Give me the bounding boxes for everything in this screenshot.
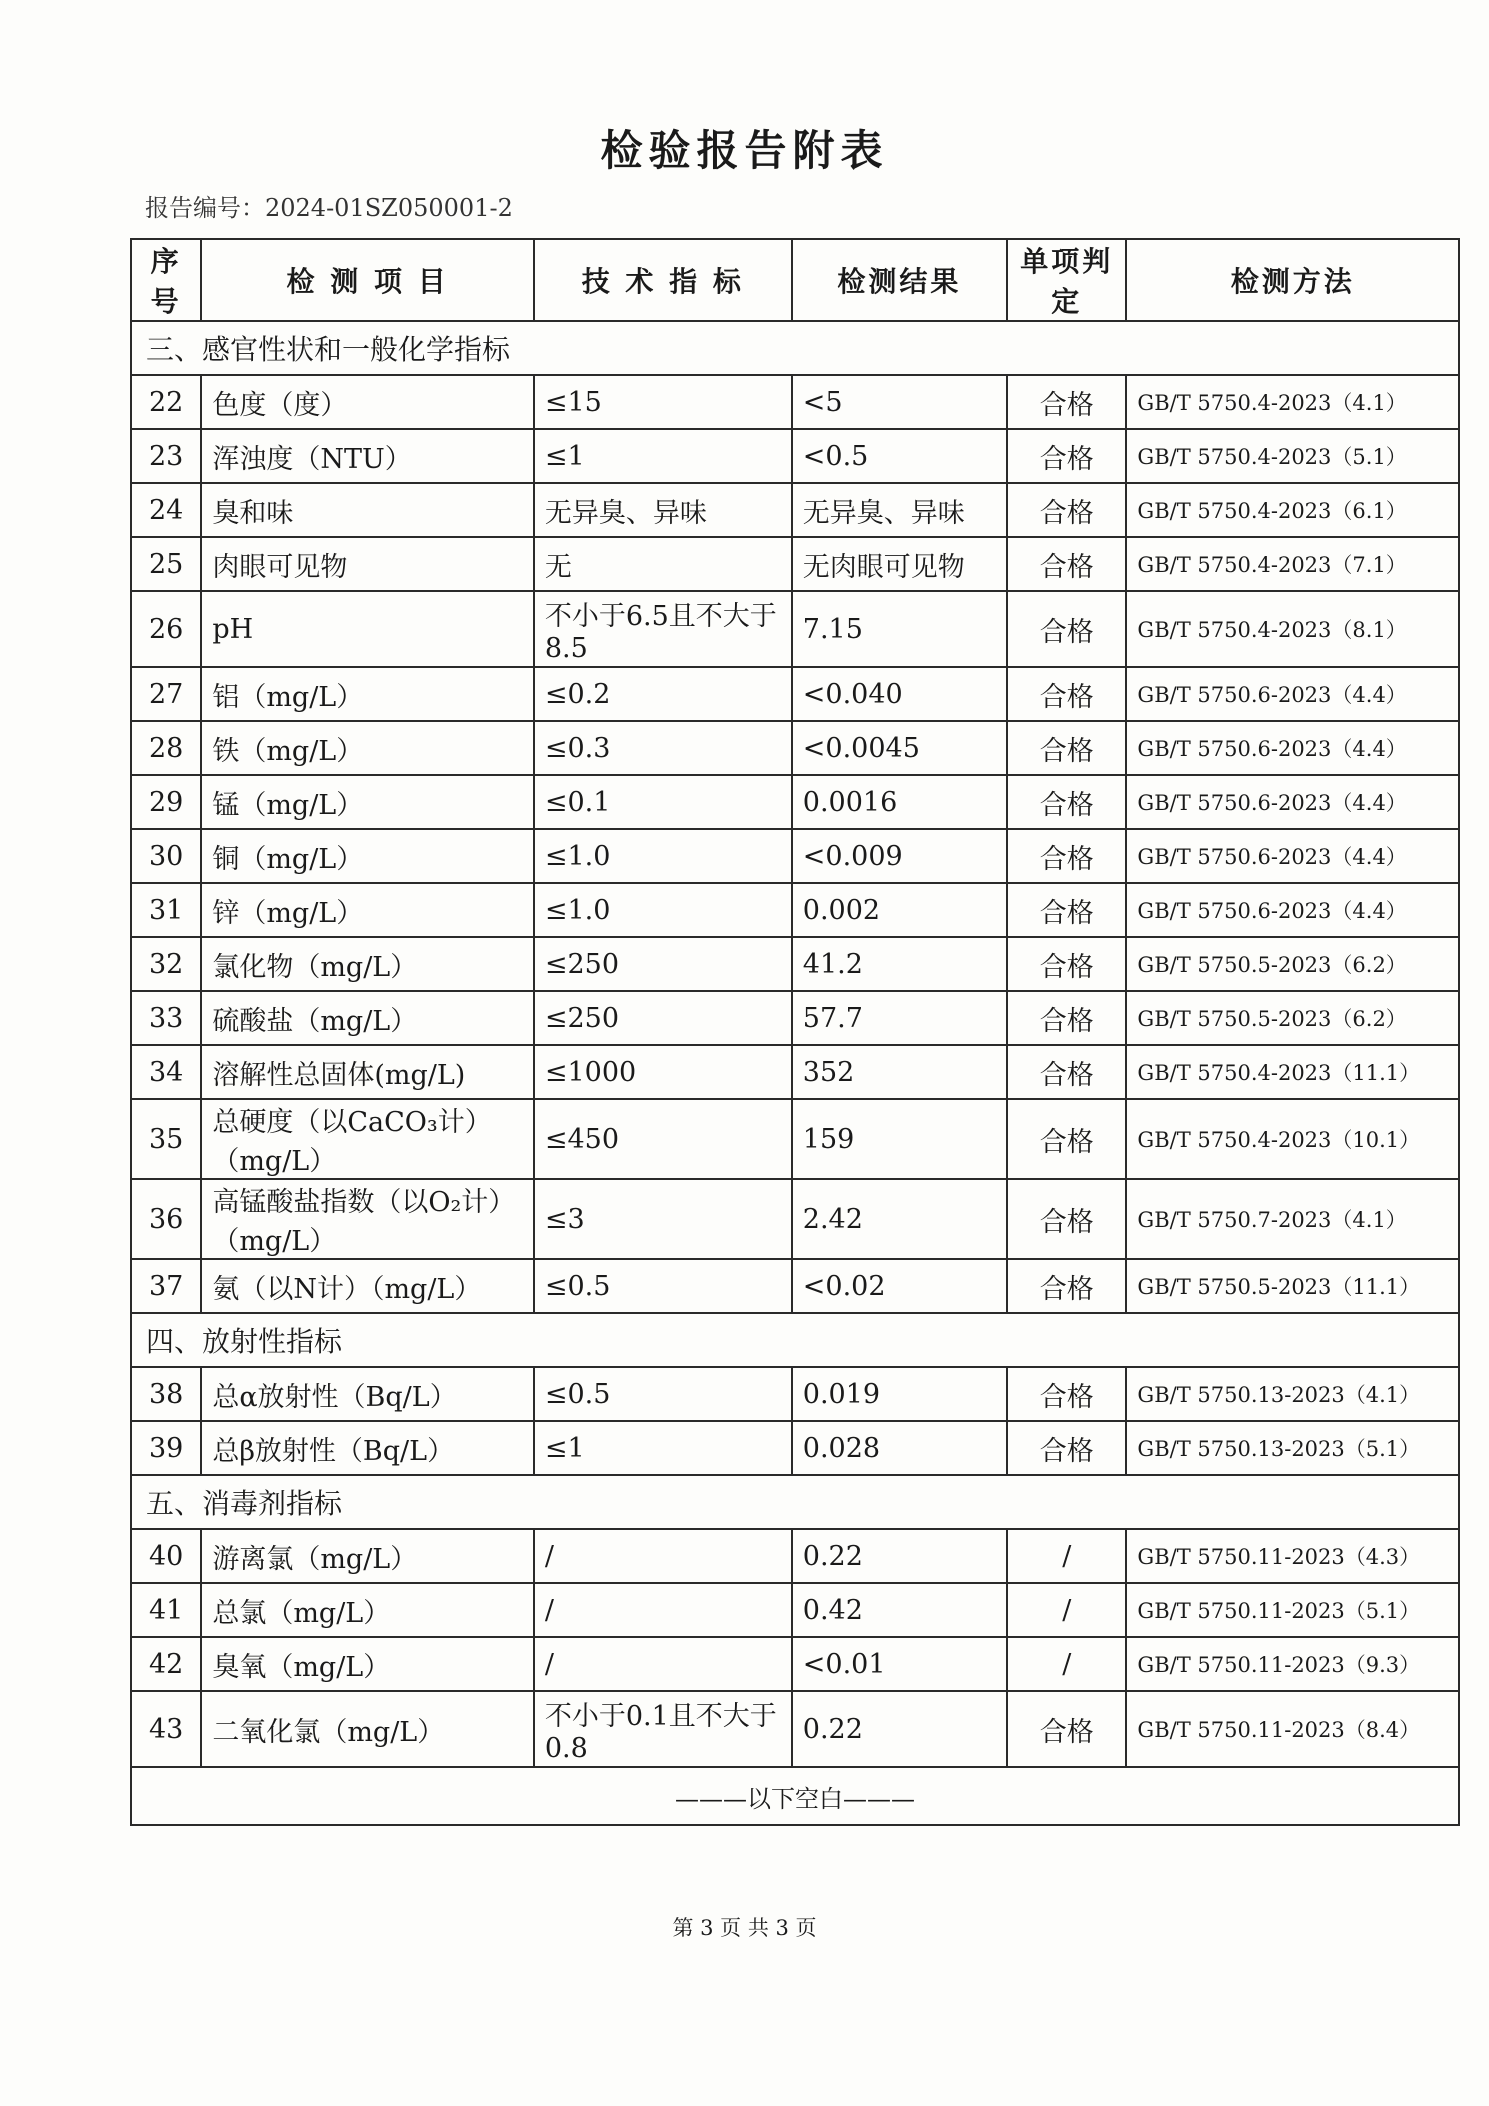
test-result: 2.42	[792, 1179, 1007, 1259]
row-number: 42	[131, 1637, 201, 1691]
row-number: 29	[131, 775, 201, 829]
results-table	[130, 238, 1460, 1826]
test-result: 0.028	[792, 1421, 1007, 1475]
row-number: 37	[131, 1259, 201, 1313]
test-result: 57.7	[792, 991, 1007, 1045]
standard-limit: 无异臭、异味	[534, 483, 792, 537]
table-body	[131, 321, 1459, 1767]
test-item: pH	[201, 591, 534, 667]
page-footer: 第 3 页 共 3 页	[672, 1916, 817, 1940]
judgement: 合格	[1007, 591, 1126, 667]
table-row	[131, 1421, 1459, 1475]
test-method: GB/T 5750.4-2023（8.1）	[1126, 591, 1459, 667]
table-row	[131, 991, 1459, 1045]
test-item: 锌（mg/L）	[201, 883, 534, 937]
test-item: 浑浊度（NTU）	[201, 429, 534, 483]
test-method: GB/T 5750.5-2023（6.2）	[1126, 991, 1459, 1045]
standard-limit: ≤0.3	[534, 721, 792, 775]
test-item: 硫酸盐（mg/L）	[201, 991, 534, 1045]
test-result: 0.22	[792, 1529, 1007, 1583]
test-item: 锰（mg/L）	[201, 775, 534, 829]
row-number: 25	[131, 537, 201, 591]
test-result: 159	[792, 1099, 1007, 1179]
test-item: 氯化物（mg/L）	[201, 937, 534, 991]
judgement: 合格	[1007, 1259, 1126, 1313]
test-method: GB/T 5750.6-2023（4.4）	[1126, 667, 1459, 721]
standard-limit: ≤0.5	[534, 1367, 792, 1421]
standard-limit: ≤1000	[534, 1045, 792, 1099]
test-method: GB/T 5750.4-2023（5.1）	[1126, 429, 1459, 483]
test-result: 7.15	[792, 591, 1007, 667]
standard-limit: ≤1.0	[534, 829, 792, 883]
test-method: GB/T 5750.4-2023（6.1）	[1126, 483, 1459, 537]
test-method: GB/T 5750.7-2023（4.1）	[1126, 1179, 1459, 1259]
test-result: <0.5	[792, 429, 1007, 483]
judgement: 合格	[1007, 429, 1126, 483]
test-item: 二氧化氯（mg/L）	[201, 1691, 534, 1767]
report-number: 报告编号：2024-01SZ050001-2	[145, 194, 513, 222]
standard-limit: ≤250	[534, 937, 792, 991]
row-number: 38	[131, 1367, 201, 1421]
test-result: 0.22	[792, 1691, 1007, 1767]
test-method: GB/T 5750.13-2023（5.1）	[1126, 1421, 1459, 1475]
standard-limit: 不小于0.1且不大于0.8	[534, 1691, 792, 1767]
row-number: 36	[131, 1179, 201, 1259]
test-item: 色度（度）	[201, 375, 534, 429]
test-item: 铁（mg/L）	[201, 721, 534, 775]
header-method: 检测方法	[1126, 239, 1459, 321]
judgement: /	[1007, 1583, 1126, 1637]
test-result: <0.040	[792, 667, 1007, 721]
test-method: GB/T 5750.11-2023（8.4）	[1126, 1691, 1459, 1767]
judgement: 合格	[1007, 1691, 1126, 1767]
test-method: GB/T 5750.5-2023（11.1）	[1126, 1259, 1459, 1313]
table-row	[131, 829, 1459, 883]
standard-limit: 无	[534, 537, 792, 591]
test-item: 游离氯（mg/L）	[201, 1529, 534, 1583]
test-method: GB/T 5750.11-2023（5.1）	[1126, 1583, 1459, 1637]
test-item: 高锰酸盐指数（以O₂计）（mg/L）	[201, 1179, 534, 1259]
test-method: GB/T 5750.6-2023（4.4）	[1126, 775, 1459, 829]
test-result: 0.019	[792, 1367, 1007, 1421]
standard-limit: ≤3	[534, 1179, 792, 1259]
test-item: 铜（mg/L）	[201, 829, 534, 883]
test-item: 溶解性总固体(mg/L)	[201, 1045, 534, 1099]
standard-limit: ≤0.2	[534, 667, 792, 721]
row-number: 32	[131, 937, 201, 991]
test-item: 肉眼可见物	[201, 537, 534, 591]
row-number: 24	[131, 483, 201, 537]
section-title: 五、消毒剂指标	[131, 1475, 1459, 1529]
standard-limit: ≤0.5	[534, 1259, 792, 1313]
section-title: 四、放射性指标	[131, 1313, 1459, 1367]
table-row	[131, 537, 1459, 591]
table-row	[131, 667, 1459, 721]
test-result: <0.01	[792, 1637, 1007, 1691]
test-result: 0.0016	[792, 775, 1007, 829]
table-row	[131, 1099, 1459, 1179]
test-item: 铝（mg/L）	[201, 667, 534, 721]
test-item: 总β放射性（Bq/L）	[201, 1421, 534, 1475]
test-result: 无异臭、异味	[792, 483, 1007, 537]
test-result: 352	[792, 1045, 1007, 1099]
row-number: 35	[131, 1099, 201, 1179]
row-number: 30	[131, 829, 201, 883]
standard-limit: ≤250	[534, 991, 792, 1045]
row-number: 26	[131, 591, 201, 667]
table-row	[131, 1045, 1459, 1099]
section-title: 三、感官性状和一般化学指标	[131, 321, 1459, 375]
judgement: 合格	[1007, 883, 1126, 937]
table-row	[131, 1259, 1459, 1313]
test-method: GB/T 5750.13-2023（4.1）	[1126, 1367, 1459, 1421]
test-method: GB/T 5750.4-2023（4.1）	[1126, 375, 1459, 429]
row-number: 27	[131, 667, 201, 721]
table-row	[131, 1637, 1459, 1691]
test-result: 0.42	[792, 1583, 1007, 1637]
judgement: 合格	[1007, 937, 1126, 991]
test-method: GB/T 5750.5-2023（6.2）	[1126, 937, 1459, 991]
header-judgement: 单项判定	[1007, 239, 1126, 321]
table-row	[131, 591, 1459, 667]
judgement: 合格	[1007, 721, 1126, 775]
table-row	[131, 1529, 1459, 1583]
standard-limit: ≤1	[534, 429, 792, 483]
table-row	[131, 1367, 1459, 1421]
judgement: 合格	[1007, 1179, 1126, 1259]
table-row	[131, 429, 1459, 483]
row-number: 22	[131, 375, 201, 429]
standard-limit: ≤450	[534, 1099, 792, 1179]
judgement: 合格	[1007, 537, 1126, 591]
standard-limit: ≤15	[534, 375, 792, 429]
header-standard: 技 术 指 标	[534, 239, 792, 321]
test-result: 41.2	[792, 937, 1007, 991]
test-method: GB/T 5750.11-2023（9.3）	[1126, 1637, 1459, 1691]
table-row	[131, 1179, 1459, 1259]
judgement: 合格	[1007, 1099, 1126, 1179]
table-row	[131, 775, 1459, 829]
test-method: GB/T 5750.6-2023（4.4）	[1126, 829, 1459, 883]
table-row	[131, 483, 1459, 537]
test-result: <5	[792, 375, 1007, 429]
row-number: 43	[131, 1691, 201, 1767]
judgement: 合格	[1007, 667, 1126, 721]
row-number: 31	[131, 883, 201, 937]
table-row	[131, 721, 1459, 775]
standard-limit: ≤1.0	[534, 883, 792, 937]
judgement: 合格	[1007, 1367, 1126, 1421]
blank-row	[131, 1767, 1459, 1825]
row-number: 23	[131, 429, 201, 483]
test-result: <0.0045	[792, 721, 1007, 775]
judgement: 合格	[1007, 775, 1126, 829]
row-number: 41	[131, 1583, 201, 1637]
judgement: 合格	[1007, 1045, 1126, 1099]
test-item: 总硬度（以CaCO₃计）（mg/L）	[201, 1099, 534, 1179]
table-header-row	[131, 239, 1459, 321]
standard-limit: /	[534, 1583, 792, 1637]
row-number: 40	[131, 1529, 201, 1583]
page-title: 检验报告附表	[600, 126, 889, 175]
row-number: 33	[131, 991, 201, 1045]
row-number: 28	[131, 721, 201, 775]
table-row	[131, 883, 1459, 937]
judgement: /	[1007, 1637, 1126, 1691]
test-method: GB/T 5750.11-2023（4.3）	[1126, 1529, 1459, 1583]
table-row	[131, 375, 1459, 429]
table-row	[131, 1691, 1459, 1767]
test-method: GB/T 5750.6-2023（4.4）	[1126, 883, 1459, 937]
header-result: 检测结果	[792, 239, 1007, 321]
test-method: GB/T 5750.4-2023（7.1）	[1126, 537, 1459, 591]
standard-limit: /	[534, 1637, 792, 1691]
test-method: GB/T 5750.4-2023（11.1）	[1126, 1045, 1459, 1099]
test-item: 臭和味	[201, 483, 534, 537]
test-result: <0.02	[792, 1259, 1007, 1313]
header-item: 检 测 项 目	[201, 239, 534, 321]
judgement: 合格	[1007, 991, 1126, 1045]
table-row	[131, 937, 1459, 991]
test-result: 0.002	[792, 883, 1007, 937]
blank-note: ———以下空白———	[131, 1767, 1459, 1825]
test-item: 氨（以N计）（mg/L）	[201, 1259, 534, 1313]
standard-limit: ≤0.1	[534, 775, 792, 829]
judgement: /	[1007, 1529, 1126, 1583]
test-item: 臭氧（mg/L）	[201, 1637, 534, 1691]
test-result: 无肉眼可见物	[792, 537, 1007, 591]
section-row	[131, 1475, 1459, 1529]
header-no: 序号	[131, 239, 201, 321]
test-method: GB/T 5750.6-2023（4.4）	[1126, 721, 1459, 775]
standard-limit: 不小于6.5且不大于8.5	[534, 591, 792, 667]
judgement: 合格	[1007, 483, 1126, 537]
test-method: GB/T 5750.4-2023（10.1）	[1126, 1099, 1459, 1179]
standard-limit: ≤1	[534, 1421, 792, 1475]
section-row	[131, 1313, 1459, 1367]
judgement: 合格	[1007, 375, 1126, 429]
test-result: <0.009	[792, 829, 1007, 883]
table-row	[131, 1583, 1459, 1637]
judgement: 合格	[1007, 829, 1126, 883]
row-number: 34	[131, 1045, 201, 1099]
row-number: 39	[131, 1421, 201, 1475]
standard-limit: /	[534, 1529, 792, 1583]
judgement: 合格	[1007, 1421, 1126, 1475]
test-item: 总α放射性（Bq/L）	[201, 1367, 534, 1421]
section-row	[131, 321, 1459, 375]
test-item: 总氯（mg/L）	[201, 1583, 534, 1637]
